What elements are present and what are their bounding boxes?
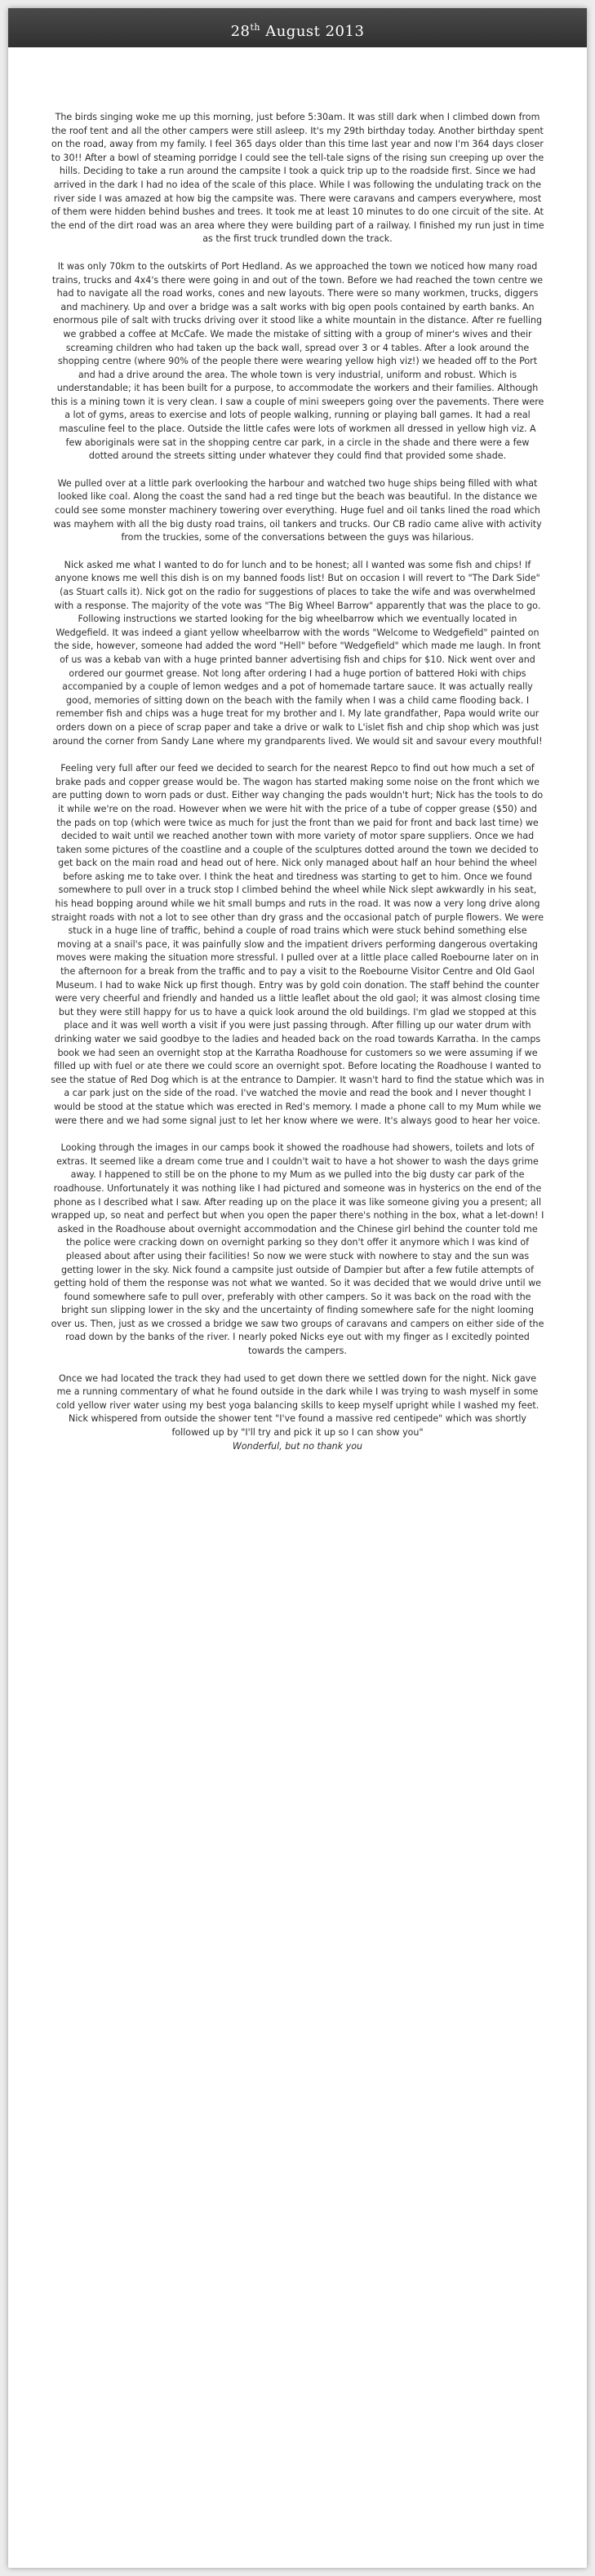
paragraph-repco-roebourne: Feeling very full after our feed we decided to search for the nearest Repco to find out how much a set of brake pads and copper grease would be. The wagon has started making some noise on the front which we are putting down to worn pads or dust. Either way changing the pads wouldn't hurt; Nick has the tools to do it while we're on the road. However when we were hit with the price of a tube of copper grease ($50) and the pads on top (which were twice as much for just the front than we paid for front and back last time) we decided to wait until we reached another town with more variety of motor spare suppliers. Once we had taken some pictures of the coastline and a couple of the sculptures dotted around the town we decided to get back on the main road and head out of here. Nick only managed about half an hour behind the wheel before asking me to take over. I think the heat and tiredness was starting to get to him. Once we found somewhere to pull over in a truck stop I climbed behind the wheel while Nick slept awkwardly in his seat, his head bopping around while we hit small bumps and ruts in the road. It was now a very long drive along straight roads with not a lot to see other than dry grass and the occasional patch of purple flowers. We were stuck in a huge line of traffic, behind a couple of road trains which were stuck behind something else moving at a snail's pace, it was painfully slow and the impatient drivers performing dangerous overtaking moves were making the situation more stressful. I pulled over at a little place called Roebourne later on in the afternoon for a break from the traffic and to pay a visit to the Roebourne Visitor Centre and Old Gaol Museum. I had to wake Nick up first though. Entry was by gold coin donation. The staff behind the counter were very cheerful and friendly and handed us a little leaflet about the old gaol; it was almost closing time but they were still happy for us to have a quick look around the old buildings. I'm glad we stopped at this place and it was well worth a visit if you were just passing through. After filling up our water drum with drinking water we said goodbye to the ladies and headed back on the road towards Karratha. In the camps book we had seen an overnight stop at the Karratha Roadhouse for customers so we were assuming if we filled up with fuel or ate there we could score an overnight spot. Before locating the Roadhouse I wanted to see the statue of Red Dog which is at the entrance to Dampier. It wasn't hard to find the statue which was in a car park just on the side of the road. I've watched the movie and read the book and I never thought I would be stood at the statue which was erected in Red's memory. I made a phone call to my Mum while we were there and we had some signal just to let her know where we were. It's always good to hear her voice. bbox=[51, 763, 544, 1126]
date-suffix: th bbox=[250, 22, 260, 33]
closing-line: Wonderful, but no thank you bbox=[232, 1440, 363, 1452]
paragraph-fish-and-chips: Nick asked me what I wanted to do for lunch and to be honest; all I wanted was some fish and chips! If anyone knows me well this dish is on my banned foods list! But on occasion I will revert to "The Dark Side" (as Stuart calls it). Nick got on the radio for suggestions of places to take the wife and was overwhelmed with a response. The majority of the vote was "The Big Wheel Barrow" apparently that was the place to go. Following instructions we started looking for the big wheelbarrow which we eventually located in Wedgefield. It was indeed a giant yellow wheelbarrow with the words "Welcome to Wedgefield" painted on the side, however, someone had added the word "Hell" before "Wedgefield" which made me laugh. In front of us was a kebab van with a huge printed banner advertising fish and chips for $10. Nick went over and ordered our gourmet grease. Not long after ordering I had a huge portion of battered Hoki with chips accompanied by a couple of lemon wedges and a pot of homemade tartare sauce. It was actually really good, memories of sitting down on the beach with the family when I was a child came flooding back. I remember fish and chips was a huge treat for my brother and I. My late grandfather, Papa would write our orders down on a piece of scrap paper and take a drive or walk to L'islet fish and chip shop which was just around the corner from Sandy Lane where my grandparents lived. We would sit and savour every mouthful! bbox=[52, 559, 543, 747]
paragraph-harbour: We pulled over at a little park overlooking the harbour and watched two huge ships being filled with what looked like coal. Along the coast the sand had a red tinge but the beach was beautiful. In the distance we could see some monster machinery towering over everything. Huge fuel and oil tanks lined the road which was mayhem with all the big dusty road trains, oil tankers and trucks. Our CB radio came alive with activity from the truckies, some of the conversations between the guys was hilarious. bbox=[53, 477, 542, 543]
paragraph-port-hedland: It was only 70km to the outskirts of Port Hedland. As we approached the town we noticed how many road trains, trucks and 4x4's there were going in and out of the town. Before we had reached the town centre we had to navigate all the road works, cones and new layouts. There were so many workmen, trucks, diggers and machinery. Up and over a bridge was a salt works with big open pools contained by earth banks. An enormous pile of salt with trucks driving over it stood like a white mountain in the distance. After re fuelling we grabbed a coffee at McCafe. We made the mistake of sitting with a group of miner's wives and their screaming children who had taken up the back wall, spread over 3 or 4 tables. After a look around the shopping centre (where 90% of the people there were wearing yellow high viz!) we headed off to the Port and had a drive around the area. The whole town is very industrial, uniform and robust. Which is understandable; it has been built for a purpose, to accommodate the workers and their families. Although this is a mining town it is very clean. I saw a couple of mini sweepers going over the pavements. There were a lot of gyms, areas to exercise and lots of people walking, running or playing ball games. It had a real masculine feel to the place. Outside the little cafes were lots of workmen all dressed in yellow high viz. A few aboriginals were sat in the shopping centre car park, in a circle in the shade and there were a few dotted around the streets sitting under whatever they could find that provided some shade. bbox=[51, 260, 544, 462]
paragraph-roadhouse: Looking through the images in our camps book it showed the roadhouse had showers, toilets and lots of extras. It seemed like a dream come true and I couldn't wait to have a hot shower to wash the days grime away. I happened to still be on the phone to my Mum as we pulled into the big dusty car park of the roadhouse. Unfortunately it was nothing like I had pictured and someone was in hysterics on the end of the phone as I described what I saw. After reading up on the place it was like someone giving you a present; all wrapped up, so neat and perfect but when you open the paper there's nothing in the box, what a let-down! I asked in the Roadhouse about overnight accommodation and the Chinese girl behind the counter told me the police were cracking down on overnight parking so they don't offer it anymore which I was kind of pleased about after using their facilities! So now we were stuck with nowhere to stay and the sun was getting lower in the sky. Nick found a campsite just outside of Dampier but after a few futile attempts of getting hold of them the response was not what we wanted. So it was decided that we would drive until we found somewhere safe to pull over, preferably with other campers. So it was back on the road with the bright sun slipping lower in the sky and the uncertainty of finding somewhere safe for the night looming over us. Then, just as we crossed a bridge we saw two groups of caravans and campers on either side of the road down by the banks of the river. I nearly poked Nicks eye out with my finger as I excitedly pointed towards the campers. bbox=[51, 1142, 544, 1357]
date-day: 28 bbox=[230, 23, 251, 40]
journal-body bbox=[8, 47, 587, 1453]
paragraph-centipede bbox=[51, 1372, 544, 1454]
paragraph-centipede-text: Once we had located the track they had used to get down there we settled down for the night. Nick gave me a running commentary of what he found outside in the dark while I was trying to wash myself in some cold yellow river water using my best yoga balancing skills to keep myself upright while I washed my feet. Nick whispered from outside the shower tent "I've found a massive red centipede" which was shortly followed up by "I'll try and pick it up so I can show you" bbox=[56, 1372, 539, 1439]
date-header bbox=[8, 8, 587, 47]
date-month-year: August 2013 bbox=[260, 23, 365, 40]
paragraph-birthday-morning: The birds singing woke me up this morning, just before 5:30am. It was still dark when I climbed down from the roof tent and all the other campers were still asleep. It's my 29th birthday today. Another birthday spent on the road, away from my family. I feel 365 days older than this time last year and now I'm 364 days closer to 30!! After a bowl of steaming porridge I could see the tell-tale signs of the rising sun creeping up over the hills. Deciding to take a run around the campsite I took a quick trip up to the roadside first. Since we had arrived in the dark I had no idea of the scale of this place. While I was following the undulating track on the river side I was amazed at how big the campsite was. There were caravans and campers everywhere, most of them were hidden behind bushes and trees. It took me at least 10 minutes to do one circuit of the site. At the end of the dirt road was an area where they were building part of a railway. I finished my run just in time as the first truck trundled down the track. bbox=[51, 112, 544, 245]
journal-card bbox=[8, 8, 587, 2568]
